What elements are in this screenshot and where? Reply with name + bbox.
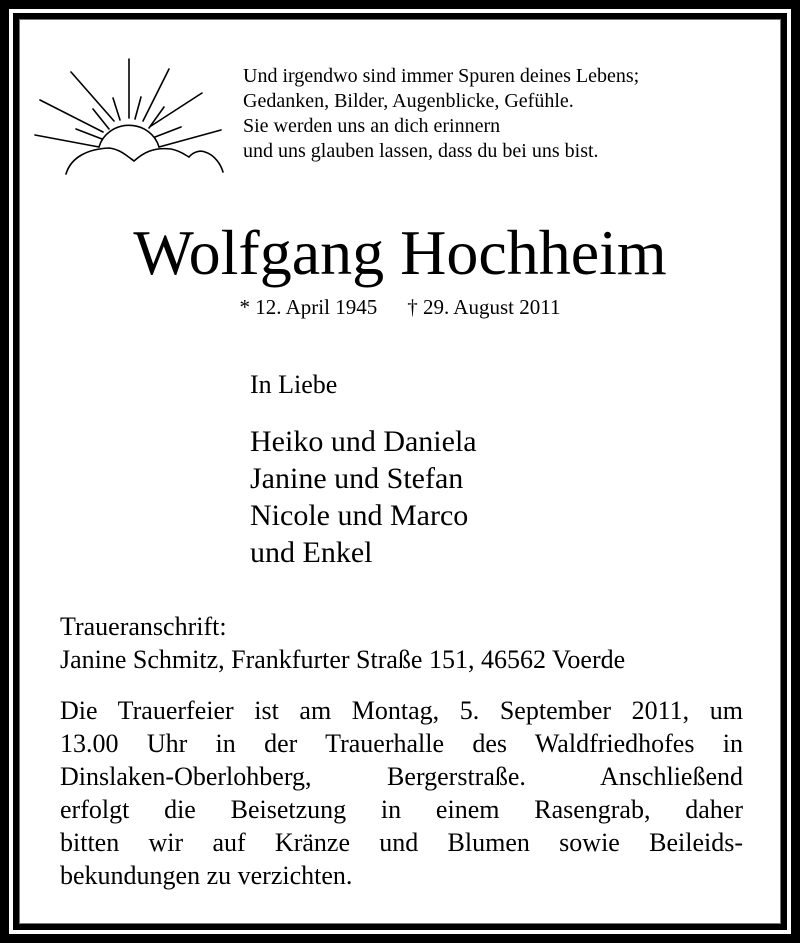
notice-line: Dinslaken-Oberlohberg, Bergerstraße. Anschließend: [60, 762, 743, 791]
notice-line: 13.00 Uhr in der Trauerhalle des Waldfriedhofes in: [60, 729, 743, 758]
mourner-line: Heiko und Daniela: [250, 425, 477, 458]
obituary-page: [19, 19, 781, 924]
mourning-address: [60, 610, 625, 676]
poem-line: Und irgendwo sind immer Spuren deines Lebens;: [243, 65, 640, 87]
mourner-line: und Enkel: [250, 536, 373, 569]
death-date: † 29. August 2011: [407, 295, 561, 319]
mourner-line: Nicole und Marco: [250, 499, 469, 532]
funeral-notice: [60, 694, 743, 892]
notice-line: bekundungen zu verzichten.: [60, 861, 353, 890]
poem-line: Sie werden uns an dich erinnern: [243, 115, 501, 137]
notice-line: erfolgt die Beisetzung in einem Rasengrab, daher: [60, 795, 743, 824]
notice-line: Die Trauerfeier ist am Montag, 5. September 2011, um: [60, 696, 743, 725]
address-label: Traueranschrift:: [60, 612, 227, 641]
mourners-intro: In Liebe: [250, 370, 338, 399]
poem: [243, 64, 639, 164]
deceased-name: Wolfgang Hochheim: [133, 217, 667, 288]
mourners-list: [250, 423, 477, 571]
sunrise-over-clouds-icon: [33, 57, 225, 177]
poem-line: Gedanken, Bilder, Augenblicke, Gefühle.: [243, 90, 574, 112]
notice-line: bitten wir auf Kränze und Blumen sowie Beileids-: [60, 828, 743, 857]
life-dates: [19, 294, 781, 320]
address-value: Janine Schmitz, Frankfurter Straße 151, 46562 Voerde: [60, 645, 626, 674]
mourner-line: Janine und Stefan: [250, 462, 464, 495]
birth-date: * 12. April 1945: [239, 295, 378, 319]
poem-line: und uns glauben lassen, dass du bei uns bist.: [243, 140, 599, 162]
